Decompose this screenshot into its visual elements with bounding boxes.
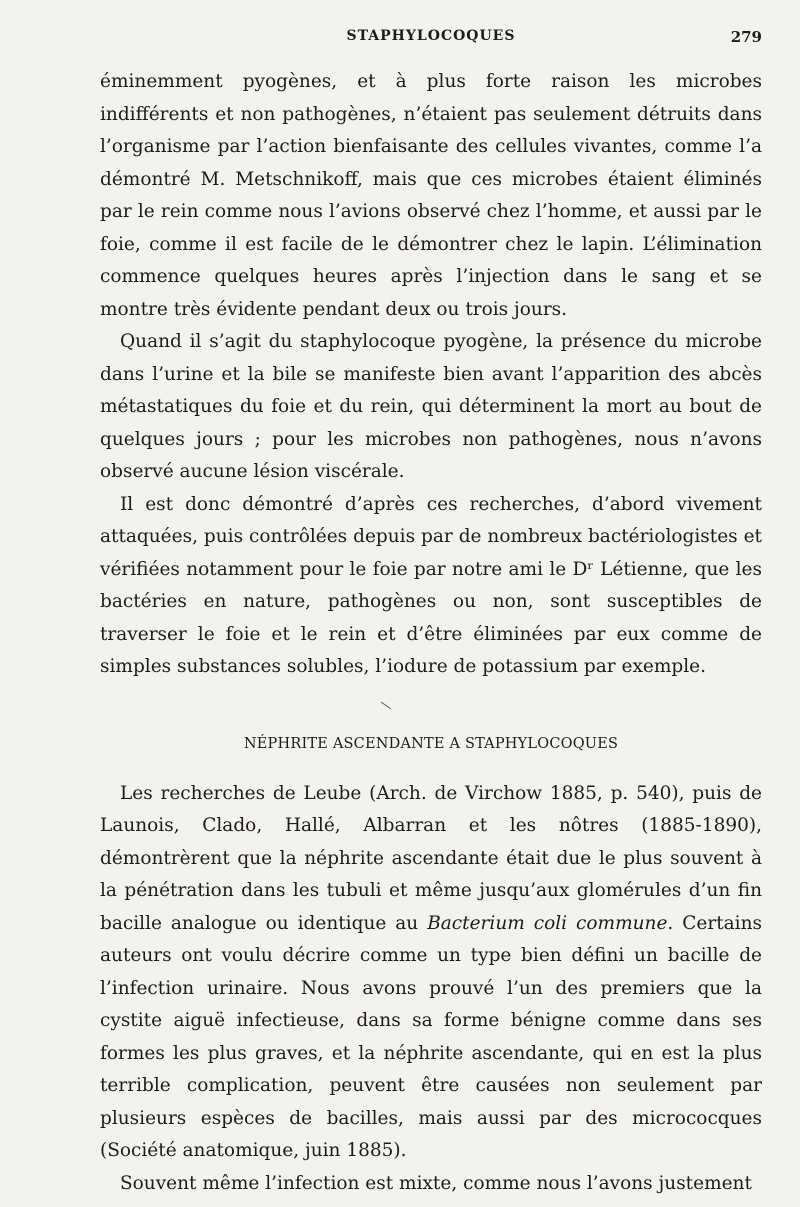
- paragraph-staphylocoque: Quand il s’agit du staphylocoque pyogène, la présence du microbe dans l’urine et la bile se manifeste bien avant l’apparition des abcès métastatiques du foie et du rein, qui déterminent la mort au bout de quelques jours ; pour les microbes non pathogènes, nous n’avons observé aucune lésion viscérale.: [100, 331, 762, 482]
- paragraph-conclusion: Il est donc démontré d’après ces recherches, d’abord vivement attaquées, puis contrôlées depuis par de nombreux bactériologistes et vérifiées notamment pour le foie par notre ami le Dʳ Létienne, que les bactéries en nature, pathogènes ou non, sont susceptibles de traverser le foie et le rein et d’être éliminées par eux comme de simples substances solubles, l’iodure de potassium par exemple.: [100, 493, 762, 677]
- paragraph-nephrite-end: . Certains auteurs ont voulu décrire comme un type bien défini un bacille de l’infection urinaire. Nous avons prouvé l’un des premiers que la cystite aiguë infectieuse, dans sa forme bénigne comme dans ses formes les plus graves, et la néphrite ascendante, qui en est la plus terrible complication, peuvent être causées non seulement par plusieurs espèces de bacilles, mais aussi par des micrococques (Société anatomique, juin 1885).: [100, 912, 762, 1161]
- page-header: [100, 28, 762, 52]
- section-title: NÉPHRITE ASCENDANTE A STAPHYLOCOQUES: [243, 735, 619, 752]
- page-number: 279: [730, 28, 762, 46]
- paragraph-continued: éminemment pyogènes, et à plus forte raison les microbes indifférents et non pathogènes, n’étaient pas seulement détruits dans l’organisme par l’action bienfaisante des cellules vivantes, comme l’a démontré M. Metschnikoff, mais que ces microbes étaient éliminés par le rein comme nous l’avions observé chez l’homme, et aussi par le foie, comme il est facile de le démontrer chez le lapin. L’élimination commence quelques heures après l’injection dans le sang et se montre très évidente pendant deux ou trois jours.: [100, 71, 762, 320]
- page-body: [100, 66, 762, 1200]
- paragraph-infection-mixte: Souvent même l’infection est mixte, comme nous l’avons justement: [120, 1172, 752, 1194]
- running-title: STAPHYLOCOQUES: [346, 28, 516, 44]
- species-name: Bacterium coli commune: [427, 912, 668, 934]
- paragraph-nephrite: [100, 778, 762, 1168]
- paragraph-nephrite-start: Les recherches de Leube (Arch. de Virchow 1885, p. 540), puis de Launois, Clado, Hallé, Albarran et les nôtres (1885-1890), démontrèrent que la néphrite ascendante était due le plus souvent à la pénétration dans les tubuli et même jusqu’aux glomérules d’un fin bacille analogue ou identique au: [100, 782, 762, 934]
